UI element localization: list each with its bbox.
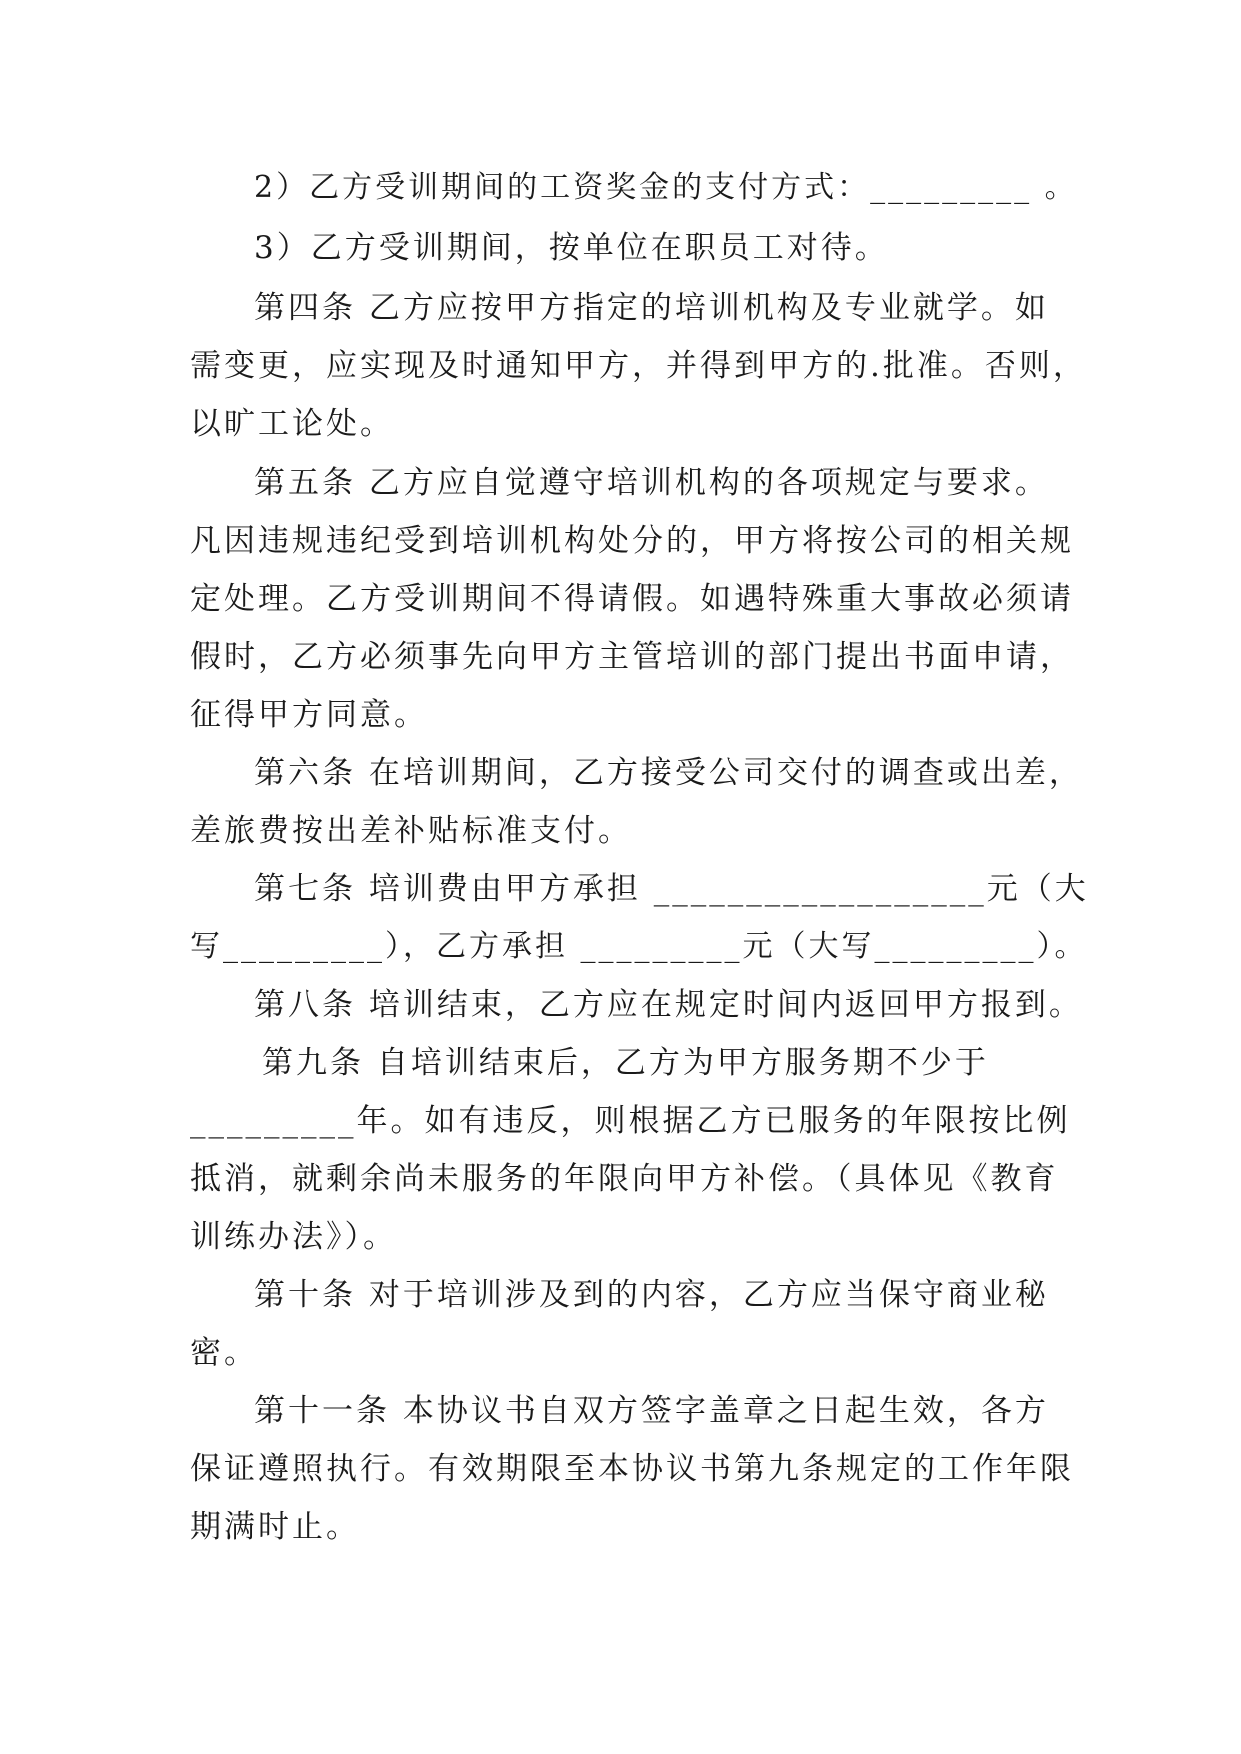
text-line-article5-1: 第五条 乙方应自觉遵守培训机构的各项规定与要求。 bbox=[254, 465, 1049, 501]
text-line-article9-3: 抵消，就剩余尚未服务的年限向甲方补偿。（具体见《教育 bbox=[190, 1161, 1059, 1197]
text-line-article8: 第八条 培训结束，乙方应在规定时间内返回甲方报到。 bbox=[254, 987, 1083, 1023]
text-line-article6-1: 第六条 在培训期间，乙方接受公司交付的调查或出差， bbox=[254, 755, 1083, 791]
text-line-treatment: 3）乙方受训期间，按单位在职员工对待。 bbox=[254, 230, 889, 266]
text-line-article9-1: 第九条 自培训结束后，乙方为甲方服务期不少于 bbox=[262, 1045, 989, 1081]
text-line-article5-3: 定处理。乙方受训期间不得请假。如遇特殊重大事故必须请 bbox=[190, 581, 1074, 617]
text-line-article11-3: 期满时止。 bbox=[190, 1509, 360, 1545]
text-line-article6-2: 差旅费按出差补贴标准支付。 bbox=[190, 813, 632, 849]
text-line-article5-2: 凡因违规违纪受到培训机构处分的，甲方将按公司的相关规 bbox=[190, 523, 1074, 559]
text-line-payment-method: 2）乙方受训期间的工资奖金的支付方式：_________ 。 bbox=[254, 170, 1078, 205]
text-line-article5-5: 征得甲方同意。 bbox=[190, 697, 428, 733]
text-line-article11-1: 第十一条 本协议书自双方签字盖章之日起生效，各方 bbox=[254, 1393, 1049, 1429]
text-line-article4-1: 第四条 乙方应按甲方指定的培训机构及专业就学。如 bbox=[254, 290, 1049, 326]
text-line-article7-2: 写_________），乙方承担 _________元（大写_________）。 bbox=[190, 929, 1088, 964]
text-line-article10-1: 第十条 对于培训涉及到的内容，乙方应当保守商业秘 bbox=[254, 1277, 1049, 1313]
text-line-article9-4: 训练办法》）。 bbox=[190, 1219, 397, 1255]
text-line-article9-2: _________年。如有违反，则根据乙方已服务的年限按比例 bbox=[190, 1103, 1071, 1139]
text-line-article5-4: 假时，乙方必须事先向甲方主管培训的部门提出书面申请， bbox=[190, 639, 1074, 675]
text-line-article10-2: 密。 bbox=[190, 1335, 258, 1371]
text-line-article11-2: 保证遵照执行。有效期限至本协议书第九条规定的工作年限 bbox=[190, 1451, 1074, 1487]
text-line-article4-3: 以旷工论处。 bbox=[190, 406, 394, 442]
text-line-article4-2: 需变更，应实现及时通知甲方，并得到甲方的.批准。否则， bbox=[190, 348, 1087, 384]
text-line-article7-1: 第七条 培训费由甲方承担 __________________元（大 bbox=[254, 871, 1089, 907]
